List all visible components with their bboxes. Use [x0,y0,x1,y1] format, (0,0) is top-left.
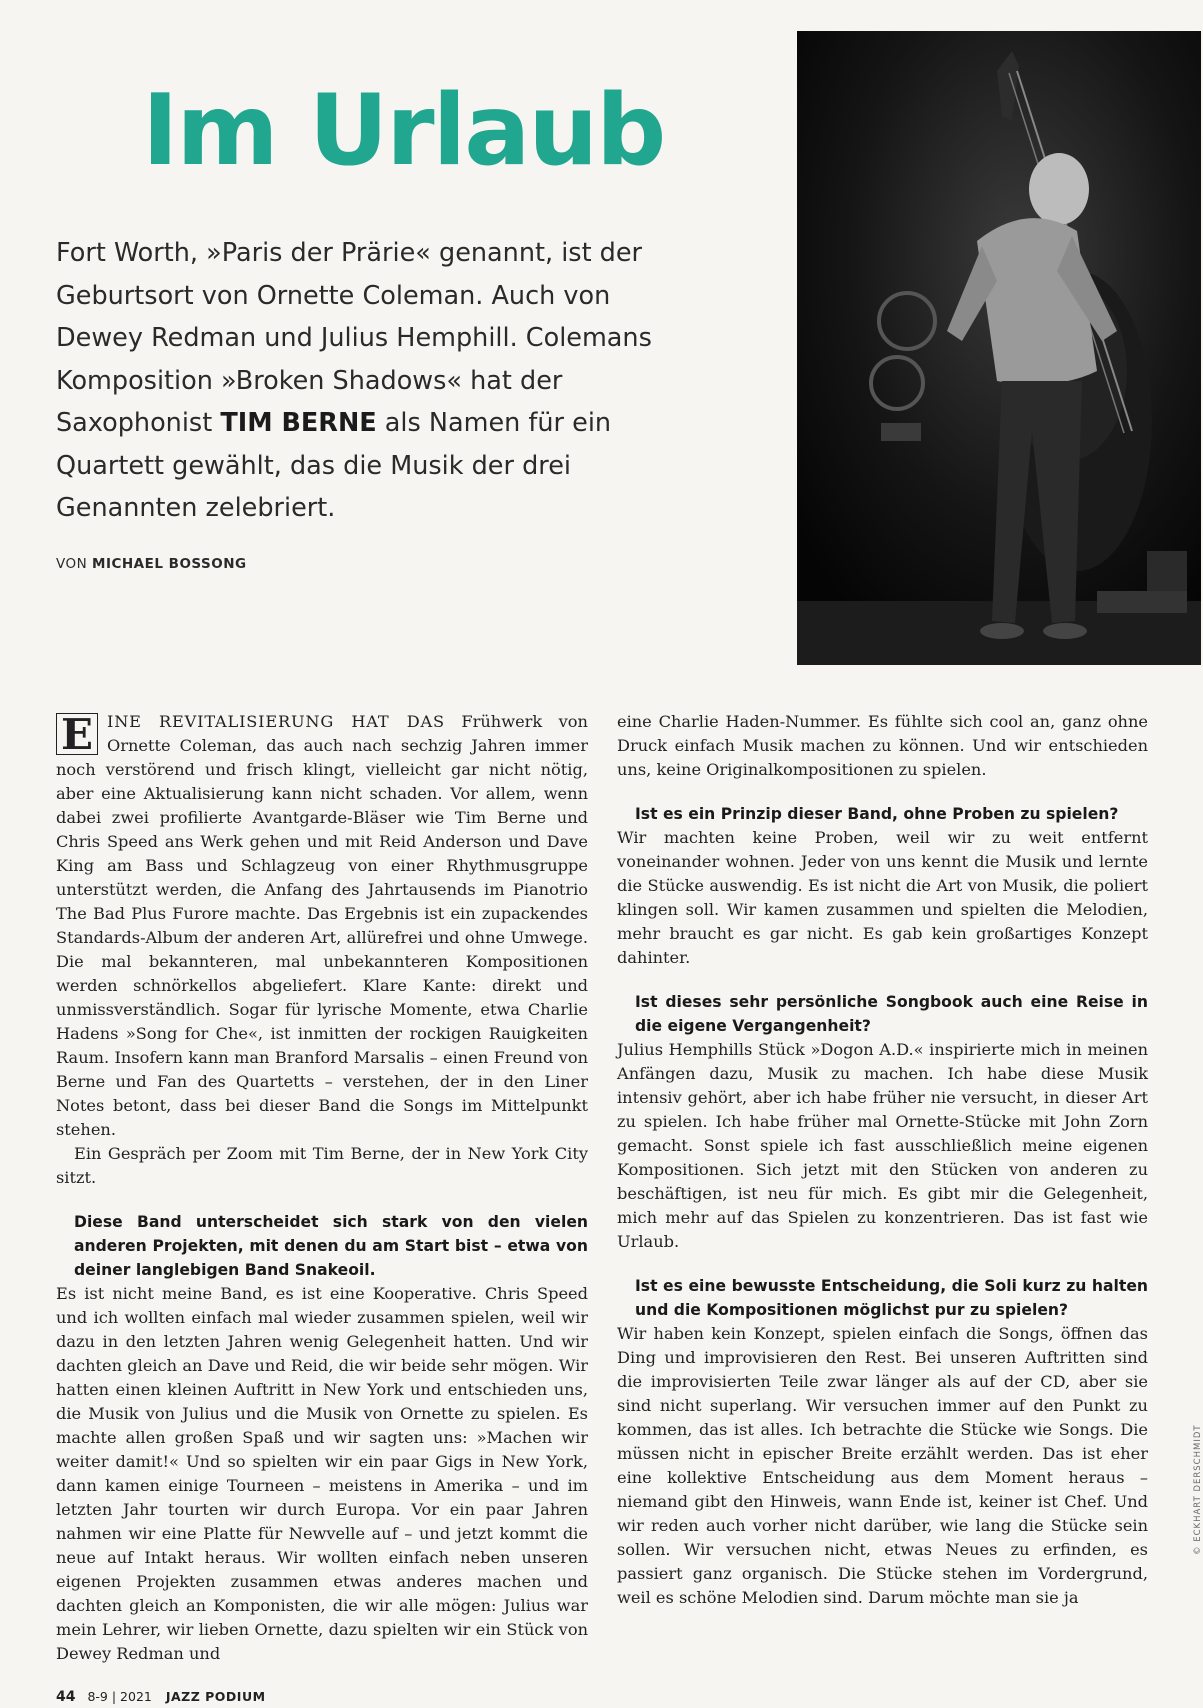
question-1: Diese Band unterscheidet sich stark von den vielen anderen Projekten, mit denen du am Start bist – etwa von deiner langlebigen Band Snakeoil. [74,1213,588,1279]
question-2: Ist es ein Prinzip dieser Band, ohne Proben zu spielen? [635,805,1119,823]
byline [56,556,247,572]
photo-credit: © ECKHART DERSCHMIDT [1193,1424,1203,1555]
article-photo [797,31,1201,665]
zoom-note: Ein Gespräch per Zoom mit Tim Berne, der in New York City sitzt. [56,1144,588,1187]
lede-text-2: als Namen für ein Quartett gewählt, das die Musik der drei Genannten zelebriert. [56,408,612,523]
lede-artist-name: TIM BERNE [220,408,377,438]
byline-prefix: VON [56,556,93,572]
byline-author: MICHAEL BOSSONG [92,556,247,572]
answer-1: Es ist nicht meine Band, es ist eine Kooperative. Chris Speed und ich wollten einfach mal wieder zusammen spielen, weil wir dazu in den letzten Jahren wenig Gelegenheit hatten. Und wir dachten gleich an Dave und Reid, die wir beide sehr mögen. Wir hatten einen kleinen Auftritt in New York und entschieden uns, die Musik von Julius und die Musik von Ornette zu spielen. Es machte allen großen Spaß und wir sagten uns: »Machen wir weiter damit!« Und so spielten wir ein paar Gigs in New York, dann kamen einige Tourneen – meistens in Amerika – und im letzten Jahr tourten wir durch Europa. Vor ein paar Jahren nahmen wir eine Platte für Newvelle auf – und jetzt kommt die neue auf Intakt heraus. Wir wollten einfach neben unseren eigenen Projekten zusammen etwas anderes machen und dachten gleich an Komponisten, die wir alle mögen: Julius war mein Lehrer, wir lieben Ornette, dazu spielten wir ein Stück von Dewey Redman und [56,1284,588,1663]
page-number: 44 [56,1689,76,1705]
answer-2: Wir machten keine Proben, weil wir zu weit entfernt voneinander wohnen. Jeder von uns kennt die Musik und lernte die Stücke auswendig. Es ist nicht die Art von Musik, die poliert klingen soll. Wir kamen zusammen und spielten die Melodien, mehr braucht es gar nicht. Es gab kein großartiges Konzept dahinter. [617,828,1148,967]
intro-paragraph [56,710,588,1142]
lede-text-1: Fort Worth, »Paris der Prärie« genannt, ist der Geburtsort von Ornette Coleman. Auch von Dewey Redman und Julius Hemphill. Colemans Komposition »Broken Shadows« hat der Saxophonist [56,238,652,438]
article-lede [56,232,676,530]
question-3: Ist dieses sehr persönliche Songbook auch eine Reise in die eigene Vergangenheit? [635,993,1148,1035]
article-title: Im Urlaub [142,74,665,188]
answer-3: Julius Hemphills Stück »Dogon A.D.« inspirierte mich in meinen Anfängen dazu, Musik zu machen. Ich habe diese Musik intensiv gehört, aber ich habe früher nie versucht, in dieser Art zu spielen. Ich habe früher mal Ornette-Stücke mit John Zorn gemacht. Sonst spiele ich fast ausschließlich meine eigenen Kompositionen. Sich jetzt mit den Stücken von anderen zu beschäftigen, ist neu für mich. Es gibt mir die Gelegenheit, mich mehr auf das Spielen zu konzentrieren. Das ist fast wie Urlaub. [617,1040,1148,1251]
answer-1-continued: eine Charlie Haden-Nummer. Es fühlte sich cool an, ganz ohne Druck einfach Musik machen zu können. Und wir entschieden uns, keine Originalkompositionen zu spielen. [617,712,1148,779]
intro-text: Frühwerk von Ornette Coleman, das auch nach sechzig Jahren immer noch verstörend und frisch klingt, vielleicht gar nicht nötig, aber eine Aktualisierung kann nicht schaden. Vor allem, wenn dabei zwei profilierte Avantgarde-Bläser wie Tim Berne und Chris Speed ans Werk gehen und mit Reid Anderson und Dave King am Bass und Schlagzeug von einer Rhythmusgruppe unterstützt werden, die Anfang des Jahrtausends im Pianotrio The Bad Plus Furore machte. Das Ergebnis ist ein zupackendes Standards-Album der anderen Art, allürefrei und ohne Umwege. Die mal bekannteren, mal unbekannteren Kompositionen werden schnörkellos abgeliefert. Klare Kante: direkt und unmissverständlich. Sogar für lyrische Momente, etwa Charlie Hadens »Song for Che«, ist inmitten der rockigen Rauigkeiten Raum. Insofern kann man Branford Marsalis – einen Freund von Berne und Fan des Quartetts – verstehen, der in den Liner Notes betont, dass bei dieser Band die Songs im Mittelpunkt stehen. [56,712,588,1139]
article-column-left [56,710,588,1666]
article-column-right [617,710,1148,1610]
question-4: Ist es eine bewusste Entscheidung, die Soli kurz zu halten und die Kompositionen möglichst pur zu spielen? [635,1277,1148,1319]
issue-date: 8-9 | 2021 [87,1689,152,1704]
bassist-photo-illustration [797,31,1201,665]
magazine-name: JAZZ PODIUM [165,1689,266,1704]
intro-small-caps: INE REVITALISIERUNG HAT DAS [107,712,445,731]
page-footer [56,1689,266,1705]
answer-4: Wir haben kein Konzept, spielen einfach die Songs, öffnen das Ding und improvisieren den Rest. Bei unseren Auftritten sind die improvisierten Teile zwar länger als auf der CD, aber sie sind nicht superlang. Wir versuchen immer auf den Punkt zu kommen, das ist alles. Ich betrachte die Stücke wie Songs. Die müssen nicht in epischer Breite erzählt werden. Das ist eher eine kollektive Entscheidung aus dem Moment heraus – niemand gibt den Hinweis, wann Ende ist, keiner ist Chef. Und wir reden auch vorher nicht darüber, wie lang die Stücke sein sollen. Wir versuchen nicht, etwas Neues zu erfinden, es passiert ganz organisch. Die Stücke stehen im Vordergrund, weil es schöne Melodien sind. Darum möchte man sie ja [617,1324,1148,1607]
drop-cap: E [56,713,98,755]
